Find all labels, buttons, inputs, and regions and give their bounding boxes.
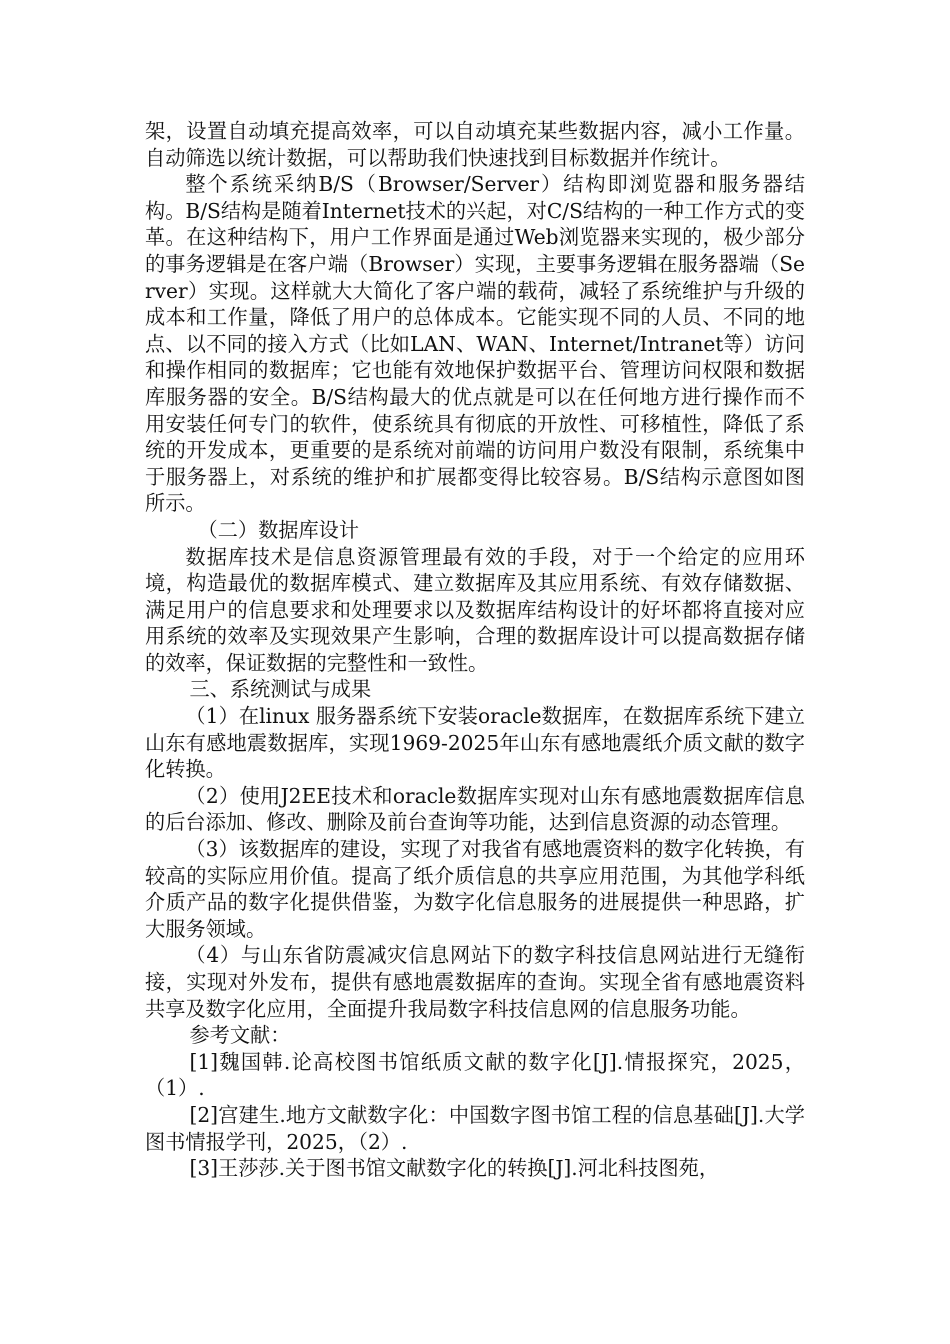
result-item-3: （3）该数据库的建设，实现了对我省有感地震资料的数字化转换，有较高的实际应用价值。提高了纸介质信息的共享应用范围，为其他学科纸介质产品的数字化提供借鉴，为数字化信息服务的进展提供一种思路，扩大服务领域。 xyxy=(145,837,805,941)
result-item-2: （2）使用J2EE技术和oracle数据库实现对山东有感地震数据库信息的后台添加、修改、删除及前台查询等功能，达到信息资源的动态管理。 xyxy=(145,783,805,835)
section-heading-database-design: （二）数据库设计 xyxy=(197,517,360,542)
reference-item-3: [3]王莎莎.关于图书馆文献数字化的转换[J].河北科技图苑， xyxy=(189,1156,720,1181)
paragraph-continuation: 架，设置自动填充提高效率，可以自动填充某些数据内容，减小工作量。自动筛选以统计数据，可以帮助我们快速找到目标数据并作统计。 xyxy=(145,119,805,170)
reference-item-1: [1]魏国韩.论高校图书馆纸质文献的数字化[J].情报探究，2025，（1）. xyxy=(145,1049,805,1101)
result-item-4: （4）与山东省防震减灾信息网站下的数字科技信息网站进行无缝衔接，实现对外发布，提供有感地震数据库的查询。实现全省有感地震资料共享及数字化应用，全面提升我局数字科技信息网的信息服务功能。 xyxy=(145,943,805,1021)
section-heading-testing-results: 三、系统测试与成果 xyxy=(189,677,372,702)
references-heading: 参考文献： xyxy=(189,1023,291,1048)
paragraph-database-design: 数据库技术是信息资源管理最有效的手段，对于一个给定的应用环境，构造最优的数据库模式、建立数据库及其应用系统、有效存储数据、满足用户的信息要求和处理要求以及数据库结构设计的好坏都将直接对应用系统的效率及实现效果产生影响，合理的数据库设计可以提高数据存储的效率，保证数据的完整性和一致性。 xyxy=(145,544,805,675)
paragraph-bs-architecture: 整个系统采纳B/S（Browser/Server）结构即浏览器和服务器结构。B/S结构是随着Internet技术的兴起，对C/S结构的一种工作方式的变革。在这种结构下，用户工作界面是通过Web浏览器来实现的，极少部分的事务逻辑是在客户端（Browser）实现，主要事务逻辑在服务器端（Server）实现。这样就大大简化了客户端的载荷，减轻了系统维护与升级的成本和工作量，降低了用户的总体成本。它能实现不同的人员、不同的地点、以不同的接入方式（比如LAN、WAN、Internet/Intranet等）访问和操作相同的数据库；它也能有效地保护数据平台、管理访问权限和数据库服务器的安全。B/S结构最大的优点就是可以在任何地方进行操作而不用安装任何专门的软件，使系统具有彻底的开放性、可移植性，降低了系统的开发成本，更重要的是系统对前端的访问用户数没有限制，系统集中于服务器上，对系统的维护和扩展都变得比较容易。B/S结构示意图如图所示。 xyxy=(145,172,805,516)
reference-item-2: [2]宫建生.地方文献数字化：中国数字图书馆工程的信息基础[J].大学图书情报学刊，2025，（2）. xyxy=(145,1102,805,1154)
result-item-1: （1）在linux 服务器系统下安装oracle数据库，在数据库系统下建立山东有感地震数据库，实现1969-2025年山东有感地震纸介质文献的数字化转换。 xyxy=(145,704,805,782)
document-page xyxy=(145,118,805,1182)
